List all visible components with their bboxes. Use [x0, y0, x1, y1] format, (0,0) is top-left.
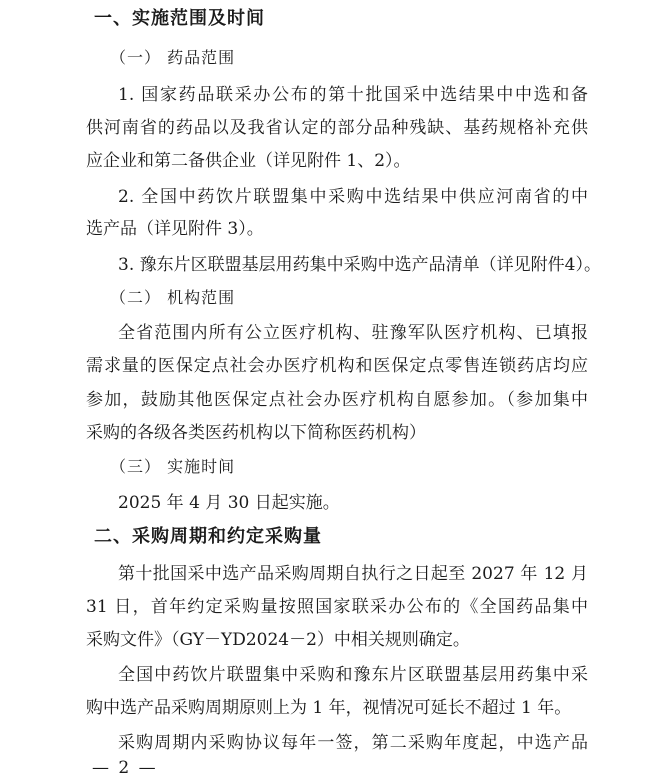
paragraph-line: 应企业和第二备供企业（详见附件 1、2）。: [86, 151, 411, 171]
paragraph-line: 采购的各级各类医药机构以下简称医药机构）: [86, 423, 426, 443]
paragraph-line: 需求量的医保定点社会办医疗机构和医保定点零售连锁药店均应: [86, 356, 588, 376]
section-heading-implementation: 一、实施范围及时间: [94, 8, 265, 29]
paragraph-line: 2025 年 4 月 30 日起实施。: [118, 493, 340, 513]
paragraph-line: 购中选产品采购周期原则上为 1 年，视情况可延长不超过 1 年。: [86, 698, 572, 718]
paragraph-line: 第十批国采中选产品采购周期自执行之日起至 2027 年 12 月: [118, 564, 588, 584]
page-number: — 2 —: [92, 758, 158, 778]
paragraph-line: 31 日，首年约定采购量按照国家联采办公布的《全国药品集中: [86, 597, 588, 617]
section-heading-procurement-cycle: 二、采购周期和约定采购量: [94, 526, 322, 547]
subheading-implementation-time: （三） 实施时间: [110, 457, 236, 476]
subheading-drug-scope: （一） 药品范围: [110, 48, 236, 67]
subheading-institution-scope: （二） 机构范围: [110, 288, 236, 307]
paragraph-line: 2. 全国中药饮片联盟集中采购中选结果中供应河南省的中: [118, 187, 588, 207]
paragraph-line: 1. 国家药品联采办公布的第十批国采中选结果中中选和备: [118, 85, 588, 105]
paragraph-line: 全国中药饮片联盟集中采购和豫东片区联盟基层用药集中采: [118, 665, 588, 685]
paragraph-line: 全省范围内所有公立医疗机构、驻豫军队医疗机构、已填报: [118, 323, 588, 343]
paragraph-line: 参加，鼓励其他医保定点社会办医疗机构自愿参加。（参加集中: [86, 390, 588, 410]
paragraph-line: 采购周期内采购协议每年一签，第二采购年度起，中选产品: [118, 733, 588, 753]
paragraph-line: 3. 豫东片区联盟基层用药集中采购中选产品清单（详见附件4）。: [118, 255, 601, 275]
paragraph-line: 选产品（详见附件 3）。: [86, 219, 264, 239]
paragraph-line: 采购文件》（GY－YD2024－2）中相关规则确定。: [86, 630, 470, 650]
paragraph-line: 供河南省的药品以及我省认定的部分品种残缺、基药规格补充供: [86, 118, 588, 138]
